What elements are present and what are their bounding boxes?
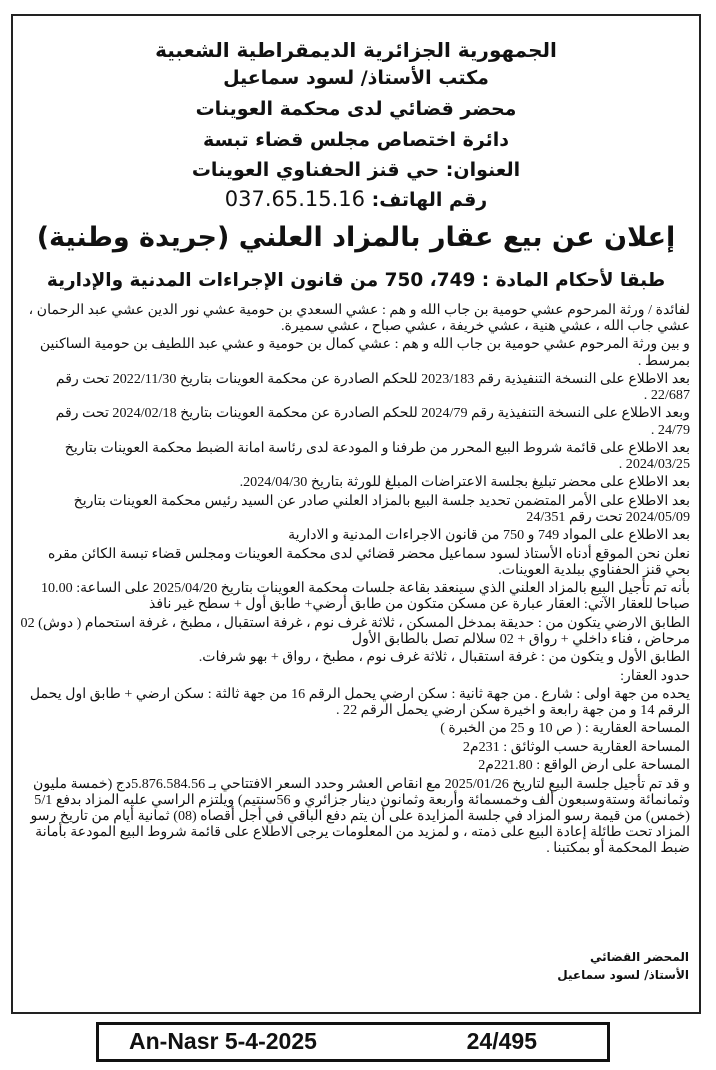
signature-block <box>557 948 689 984</box>
paragraph-legal-articles: بعد الاطلاع على المواد 749 و 750 من قانون الاجراءات المدنية و الادارية <box>288 527 690 544</box>
announcement-body <box>20 302 690 858</box>
paragraph-notification: بعد الاطلاع على محضر تبليغ بجلسة الاعتراضات المبلغ للورثة بتاريخ 2024/04/30. <box>239 474 690 491</box>
announcement-frame <box>11 14 701 1014</box>
publication-reference: 24/495 <box>466 1028 537 1054</box>
publication-footer <box>96 1022 610 1062</box>
paragraph-declaration: نعلن نحن الموقع أدناه الأستاذ لسود سماعيل محضر قضائي لدى محكمة العوينات ومجلس قضاء تبسة الكائن مقره بحي قنز الحفناوي ببلدية العوينات. <box>47 545 690 578</box>
republic-heading: الجمهورية الجزائرية الديمقراطية الشعبية <box>155 38 557 62</box>
paragraph-sale-conditions: بعد الاطلاع على قائمة شروط البيع المحرر من طرفنا و المودعة لدى رئاسة امانة الضبط محكمة العوينات بتاريخ 2024/03/25 . <box>64 439 690 473</box>
paragraph-ground-floor: الطابق الارضي يتكون من : حديقة بمدخل المسكن ، ثلاثة غرف نوم ، غرفة استقبال ، مطبخ ، غرفة استحمام ( دوش) 02 مرحاض ، فناء داخلي + رواق + 02 سلالم تصل بالطابق الأول <box>20 614 690 647</box>
paragraph-area-reference: المساحة العقارية : ( ص 10 و 25 من الخبرة ) <box>440 720 690 737</box>
signature-role: المحضر القضائي <box>589 950 689 964</box>
signature-name: الأستاذ/ لسود سماعيل <box>557 968 689 982</box>
paragraph-defendants: و بين ورثة المرحوم عشي حومية بن جاب الله و هم : عشي كمال بن حومية و عشي عبد اللطيف بن حومية الساكنين بمرسط . <box>39 336 690 369</box>
address-heading: العنوان: حي قنز الحفناوي العوينات <box>191 159 521 181</box>
paragraph-boundaries-title: حدود العقار: <box>620 667 690 684</box>
paragraph-price-terms: و قد تم تأجيل جلسة البيع لتاريخ 2025/01/26 مع انقاص العشر وحدد السعر الافتتاحي بـ 5.876.584.56دج (خمسة مليون وثمانمائة وستةوسبعون ألف وخمسمائة وأربعة وثمانون دينار جزائري و 56سنتيم) ويلتزم الراسي عليه المزاد بدفع 5/1 (خمس) من قيمة رسو المزاد في جلسة المزايدة على أن يتم دفع الباقي في أجل أقصاه (08) ثمانية أيام من تاريخ رسو المزاد تحت طائلة إعادة البيع على ذمته ، و لمزيد من المعلومات يرجى الاطلاع على قائمة شروط البيع المودعة بأمانة ضبط المحكمة أو بمكتبنا . <box>30 775 690 856</box>
legal-basis-subtitle: طبقا لأحكام المادة : 749، 750 من قانون الإجراءات المدنية والإدارية <box>46 270 666 291</box>
bailiff-heading: محضر قضائي لدى محكمة العوينات <box>195 98 517 120</box>
paragraph-first-floor: الطابق الأول و يتكون من : غرفة استقبال ، ثلاثة غرف نوم ، مطبخ ، رواق + بهو شرفات. <box>198 649 690 666</box>
office-heading: مكتب الأستاذ/ لسود سماعيل <box>223 67 489 89</box>
announcement-title: إعلان عن بيع عقار بالمزاد العلني (جريدة وطنية) <box>36 222 676 253</box>
phone-line <box>13 187 699 211</box>
paragraph-enforcement-copy-1: بعد الاطلاع على النسخة التنفيذية رقم 2023/183 للحكم الصادرة عن محكمة العوينات بتاريخ 2022/11/30 تحت رقم 22/687 . <box>55 370 690 404</box>
phone-label: رقم الهاتف: <box>371 189 488 211</box>
phone-number: 037.65.15.16 <box>224 187 366 211</box>
publication-name-date: An-Nasr 5-4-2025 <box>129 1028 317 1054</box>
paragraph-boundaries: يحده من جهة اولى : شارع . من جهة ثانية : سكن ارضي يحمل الرقم 16 من جهة ثالثة : سكن ارضي + طابق اول يحمل الرقم 14 و من جهة رابعة و اخيرة سكن ارضي يحمل الرقم 22 . <box>29 685 690 719</box>
paragraph-area-actual: المساحة على ارض الواقع : 221.80م2 <box>478 757 690 774</box>
paragraph-area-documents: المساحة العقارية حسب الوثائق : 231م2 <box>462 738 690 755</box>
paragraph-auction-date: بأنه تم تأجيل البيع بالمزاد العلني الذي سينعقد بقاعة جلسات محكمة العوينات بتاريخ 2025/04/20 على الساعة: 10.00 صباحا للعقار الآتي: العقار عبارة عن مسكن متكون من طابق أرضي+ طابق أول + سطح غير نافذ <box>40 580 690 613</box>
paragraph-beneficiaries: لفائدة / ورثة المرحوم عشي حومية بن جاب الله و هم : عشي السعدي بن حومية عشي نور الدين عشي عبد الرحمان ، عشي جاب الله ، عشي هنية ، عشي خريفة ، عشي صباح ، عشي سميرة. <box>28 302 690 335</box>
paragraph-enforcement-copy-2: وبعد الاطلاع على النسخة التنفيذية رقم 2024/79 للحكم الصادرة عن محكمة العوينات بتاريخ 2024/02/18 تحت رقم 24/79 . <box>55 405 690 438</box>
paragraph-sale-order: بعد الاطلاع على الأمر المتضمن تحديد جلسة البيع بالمزاد العلني صادر عن السيد رئيس محكمة العوينات بتاريخ 2024/05/09 تحت رقم 24/351 <box>73 492 690 525</box>
jurisdiction-heading: دائرة اختصاص مجلس قضاء تبسة <box>202 129 510 151</box>
